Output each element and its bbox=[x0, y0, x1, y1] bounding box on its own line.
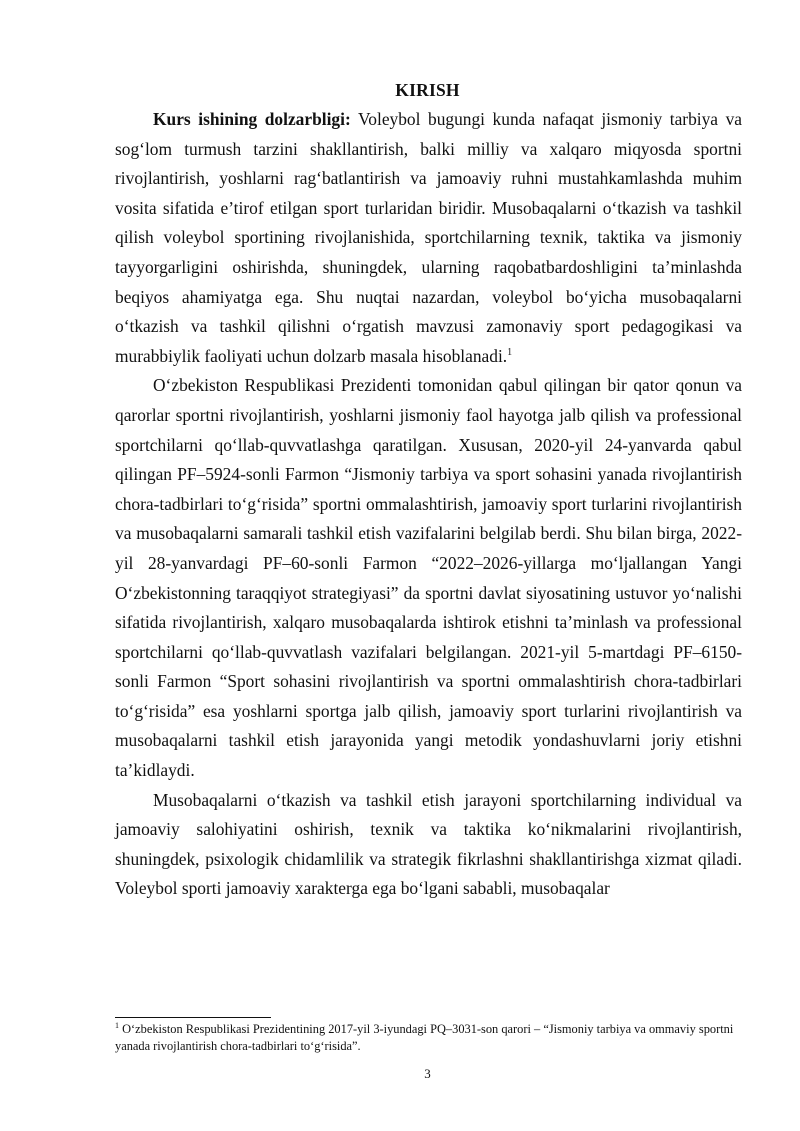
paragraph-competitions bbox=[115, 786, 742, 904]
paragraph-text: Musobaqalarni o‘tkazish va tashkil etish jarayoni sportchilarning individual va jamoaviy salohiyatini oshirish, texnik va taktika ko‘nikmalarini rivojlantirish, shuningdek, psixologik chidamlilik va strategik fikrlashni shakllantirishga xizmat qiladi. Voleybol sporti jamoaviy xarakterga ega bo‘lgani sababli, musobaqalar bbox=[115, 789, 742, 899]
page-number: 3 bbox=[424, 1066, 431, 1081]
footnote-separator bbox=[115, 1017, 271, 1018]
paragraph-text: O‘zbekiston Respublikasi Prezidenti tomonidan qabul qilingan bir qator qonun va qarorlar sportni rivojlantirish, yoshlarni jismoniy faol hayotga jalb qilish va professional sportchilarni qo‘llab-quvvatlashga qaratilgan. Xususan, 2020-yil 24-yanvarda qabul qilingan PF–5924-sonli Farmon “Jismoniy tarbiya va sport sohasini yanada rivojlantirish chora-tadbirlari to‘g‘risida” sportni ommalashtirish, jamoaviy sport turlarini rivojlantirish va musobaqalarni samarali tashkil etish vazifalarini belgilab berdi. Shu bilan birga, 2022-yil 28-yanvardagi PF–60-sonli Farmon “2022–2026-yillarga mo‘ljallangan Yangi O‘zbekistonning taraqqiyot strategiyasi” da sportni davlat siyosatining ustuvor yo‘nalishi sifatida rivojlantirish, xalqaro musobaqalarda ishtirok etishni ta’minlash va professional sportchilarni qo‘llab-quvvatlash vazifalari belgilangan. 2021-yil 5-martdagi PF–6150-sonli Farmon “Sport sohasini rivojlantirish va sportni ommalashtirish chora-tadbirlari to‘g‘risida” esa yoshlarni sportga jalb qilish, jamoaviy sport turlarini rivojlantirish va musobaqalarni tashkil etish jarayonida yangi metodik yondashuvlarni joriy etishni ta’kidlaydi. bbox=[115, 375, 742, 781]
paragraph-legislation bbox=[115, 371, 742, 785]
paragraph-relevance bbox=[115, 105, 742, 371]
body-text bbox=[115, 105, 742, 904]
paragraph-text: Voleybol bugungi kunda nafaqat jismoniy tarbiya va sog‘lom turmush tarzini shakllantirish, balki milliy va xalqaro miqyosda sportni rivojlantirish, yoshlarni rag‘batlantirish va jamoaviy ruhni mustahkamlashda muhim vosita sifatida e’tirof etilgan sport turlaridan biridir. Musobaqalarni o‘tkazish va tashkil qilish voleybol sportining rivojlanishida, sportchilarning texnik, taktika va jismoniy tayyorgarligini oshirishda, shuningdek, ularning raqobatbardoshligini ta’minlashda beqiyos ahamiyatga ega. Shu nuqtai nazardan, voleybol bo‘yicha musobaqalarni o‘tkazish va tashkil qilishni o‘rgatish mavzusi zamonaviy sport pedagogikasi va murabbiylik faoliyati uchun dolzarb masala hisoblanadi. bbox=[115, 109, 742, 366]
footnote-reference[interactable]: 1 bbox=[507, 346, 513, 358]
footnote bbox=[115, 1021, 742, 1054]
paragraph-lead: Kurs ishining dolzarbligi: bbox=[153, 109, 351, 129]
section-heading: KIRISH bbox=[395, 80, 460, 100]
footnote-marker: 1 bbox=[115, 1020, 119, 1030]
footnote-text: O‘zbekiston Respublikasi Prezidentining 2017-yil 3-iyundagi PQ–3031-son qarori – “Jismoniy tarbiya va ommaviy sportni yanada rivojlantirish chora-tadbirlari to‘g‘risida”. bbox=[115, 1022, 734, 1053]
